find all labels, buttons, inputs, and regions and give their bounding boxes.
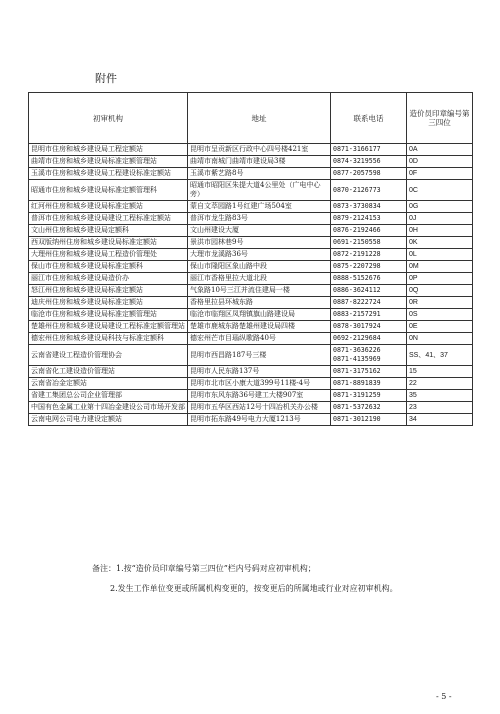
agency-cell: 西双版纳州住房和城乡建设局标准定额站 <box>29 237 188 249</box>
seal-code-cell: 0Q <box>407 285 473 297</box>
phone-cell: 0692-2129684 <box>331 333 407 345</box>
address-cell: 楚雄市鹿城东路楚雄州建设局四楼 <box>188 321 331 333</box>
seal-code-cell: 0D <box>407 156 473 168</box>
table-row <box>29 285 473 297</box>
header-seal-code: 造价员印章编号第三四位 <box>407 93 473 144</box>
table-row <box>29 180 473 201</box>
agency-cell: 云南电网公司电力建设定额站 <box>29 414 188 426</box>
address-cell: 昆明市呈贡新区行政中心四号楼421室 <box>188 144 331 156</box>
phone-cell: 0887-8222724 <box>331 297 407 309</box>
table-header-row <box>29 93 473 144</box>
seal-code-cell: 0K <box>407 237 473 249</box>
address-cell: 香格里拉县环城东路 <box>188 297 331 309</box>
agency-cell: 大理州住房和城乡建设局工程造价管理处 <box>29 249 188 261</box>
phone-cell: 0871-3166177 <box>331 144 407 156</box>
agency-cell: 丽江市住房和城乡建设局造价办 <box>29 273 188 285</box>
agency-cell: 曲靖市住房和城乡建设局标准定额管理站 <box>29 156 188 168</box>
seal-code-cell: 0N <box>407 333 473 345</box>
table-row <box>29 321 473 333</box>
table-row <box>29 261 473 273</box>
agency-cell: 玉溪市住房和城乡建设局工程建设标准定额站 <box>29 168 188 180</box>
table-row <box>29 309 473 321</box>
agency-cell: 德宏州住房和城乡建设局科技与标准定额科 <box>29 333 188 345</box>
table-row <box>29 237 473 249</box>
table-row <box>29 249 473 261</box>
table-row <box>29 390 473 402</box>
seal-code-cell: 35 <box>407 390 473 402</box>
table-row <box>29 225 473 237</box>
address-cell: 普洱市龙生路83号 <box>188 213 331 225</box>
address-cell: 丽江市香格里拉大道北段 <box>188 273 331 285</box>
seal-code-cell: 0R <box>407 297 473 309</box>
phone-cell: 0691-2150558 <box>331 237 407 249</box>
address-cell: 气象路10号三江并流住建局一楼 <box>188 285 331 297</box>
note-1: 备注：1.按“造价员印章编号第三四位”栏内号码对应初审机构； <box>92 564 316 573</box>
address-cell: 景洪市园林巷9号 <box>188 237 331 249</box>
address-cell: 文山州建设大厦 <box>188 225 331 237</box>
phone-cell: 0871-3175162 <box>331 366 407 378</box>
phone-cell: 0871-5372632 <box>331 402 407 414</box>
agency-cell: 迪庆州住房和城乡建设局标准定额站 <box>29 297 188 309</box>
table-row <box>29 378 473 390</box>
address-cell: 玉溪市紫艺路8号 <box>188 168 331 180</box>
seal-code-cell: 0C <box>407 180 473 201</box>
phone-cell: 0873-3730834 <box>331 201 407 213</box>
address-cell: 昆明市西昌路187号三楼 <box>188 345 331 366</box>
table-row <box>29 144 473 156</box>
address-cell: 昆明市人民东路137号 <box>188 366 331 378</box>
address-cell: 昆明市东风东路36号建工大楼907室 <box>188 390 331 402</box>
page-number: - 5 - <box>436 692 452 701</box>
address-cell: 临沧市临翔区凤翔镇旗山路建设局 <box>188 309 331 321</box>
seal-code-cell: 0F <box>407 168 473 180</box>
address-cell: 昭通市昭阳区朱提大道4公里处（广电中心旁） <box>188 180 331 201</box>
table-row <box>29 366 473 378</box>
agency-cell: 中国有色金属工业第十四冶金建设公司市场开发部 <box>29 402 188 414</box>
table-row <box>29 201 473 213</box>
agency-cell: 文山州住房和城乡建设局定额科 <box>29 225 188 237</box>
agency-cell: 昭通市住房和城乡建设局标准定额管理科 <box>29 180 188 201</box>
phone-cell: 0878-3017924 <box>331 321 407 333</box>
agency-cell: 保山市住房和城乡建设局标准定额科 <box>29 261 188 273</box>
seal-code-cell: 0A <box>407 144 473 156</box>
phone-cell: 0876-2192466 <box>331 225 407 237</box>
address-cell: 曲靖市南城门曲靖市建设局3楼 <box>188 156 331 168</box>
address-cell: 保山市隆阳区象山路中段 <box>188 261 331 273</box>
table-row <box>29 333 473 345</box>
agency-cell: 怒江州住房和城乡建设局标准定额站 <box>29 285 188 297</box>
review-agency-table <box>28 92 473 426</box>
address-cell: 昆明市拓东路49号电力大厦1213号 <box>188 414 331 426</box>
table-row <box>29 414 473 426</box>
note-2: 2.发生工作单位变更或所属机构变更的，按变更后的所属地或行业对应初审机构。 <box>110 584 398 593</box>
table-row <box>29 168 473 180</box>
table-row <box>29 213 473 225</box>
agency-cell: 楚雄州住房和城乡建设局建设工程标准定额管理站 <box>29 321 188 333</box>
header-address: 地址 <box>188 93 331 144</box>
phone-cell: 0886-3624112 <box>331 285 407 297</box>
agency-cell: 昆明市住房和城乡建设局工程定额站 <box>29 144 188 156</box>
table-row <box>29 297 473 309</box>
address-cell: 昆明市五华区西站12号十四冶机关办公楼 <box>188 402 331 414</box>
seal-code-cell: 0M <box>407 261 473 273</box>
address-cell: 德宏州芒市目瑙纵歌路40号 <box>188 333 331 345</box>
seal-code-cell: 15 <box>407 366 473 378</box>
agency-cell: 云南省建设工程造价管理协会 <box>29 345 188 366</box>
agency-cell: 省建工集团总公司企业管理部 <box>29 390 188 402</box>
agency-cell: 红河州住房和城乡建设局标准定额站 <box>29 201 188 213</box>
phone-cell: 0874-3219556 <box>331 156 407 168</box>
table-row <box>29 156 473 168</box>
phone-cell: 0877-2057598 <box>331 168 407 180</box>
seal-code-cell: 0H <box>407 225 473 237</box>
phone-cell: 0883-2157291 <box>331 309 407 321</box>
phone-cell: 0870-2126773 <box>331 180 407 201</box>
phone-cell: 0879-2124153 <box>331 213 407 225</box>
table-row <box>29 345 473 366</box>
agency-cell: 云南省冶金定额站 <box>29 378 188 390</box>
header-phone: 联系电话 <box>331 93 407 144</box>
phone-cell: 0875-2207298 <box>331 261 407 273</box>
agency-cell: 云南省化工建设造价管理站 <box>29 366 188 378</box>
seal-code-cell: 0E <box>407 321 473 333</box>
phone-cell: 0871-3191259 <box>331 390 407 402</box>
table-row <box>29 402 473 414</box>
seal-code-cell: 0G <box>407 201 473 213</box>
seal-code-cell: 22 <box>407 378 473 390</box>
seal-code-cell: 0L <box>407 249 473 261</box>
seal-code-cell: 0P <box>407 273 473 285</box>
address-cell: 大理市龙溪路36号 <box>188 249 331 261</box>
phone-cell: 0871-3012190 <box>331 414 407 426</box>
seal-code-cell: 0J <box>407 213 473 225</box>
phone-cell: 0871-3636226 0871-4135969 <box>331 345 407 366</box>
header-agency: 初审机构 <box>29 93 188 144</box>
address-cell: 昆明市北市区小康大道399号11楼-4号 <box>188 378 331 390</box>
phone-cell: 0872-2191228 <box>331 249 407 261</box>
agency-cell: 临沧市住房和城乡建设局标准定额管理站 <box>29 309 188 321</box>
seal-code-cell: 34 <box>407 414 473 426</box>
phone-cell: 0871-8891839 <box>331 378 407 390</box>
seal-code-cell: 23 <box>407 402 473 414</box>
address-cell: 蒙自文萃园路1号红建广场504室 <box>188 201 331 213</box>
agency-cell: 普洱市住房和城乡建设局建设工程标准定额站 <box>29 213 188 225</box>
phone-cell: 0888-5152676 <box>331 273 407 285</box>
table-row <box>29 273 473 285</box>
seal-code-cell: 0S <box>407 309 473 321</box>
seal-code-cell: SS、41、37 <box>407 345 473 366</box>
attachment-label: 附件 <box>95 72 117 85</box>
